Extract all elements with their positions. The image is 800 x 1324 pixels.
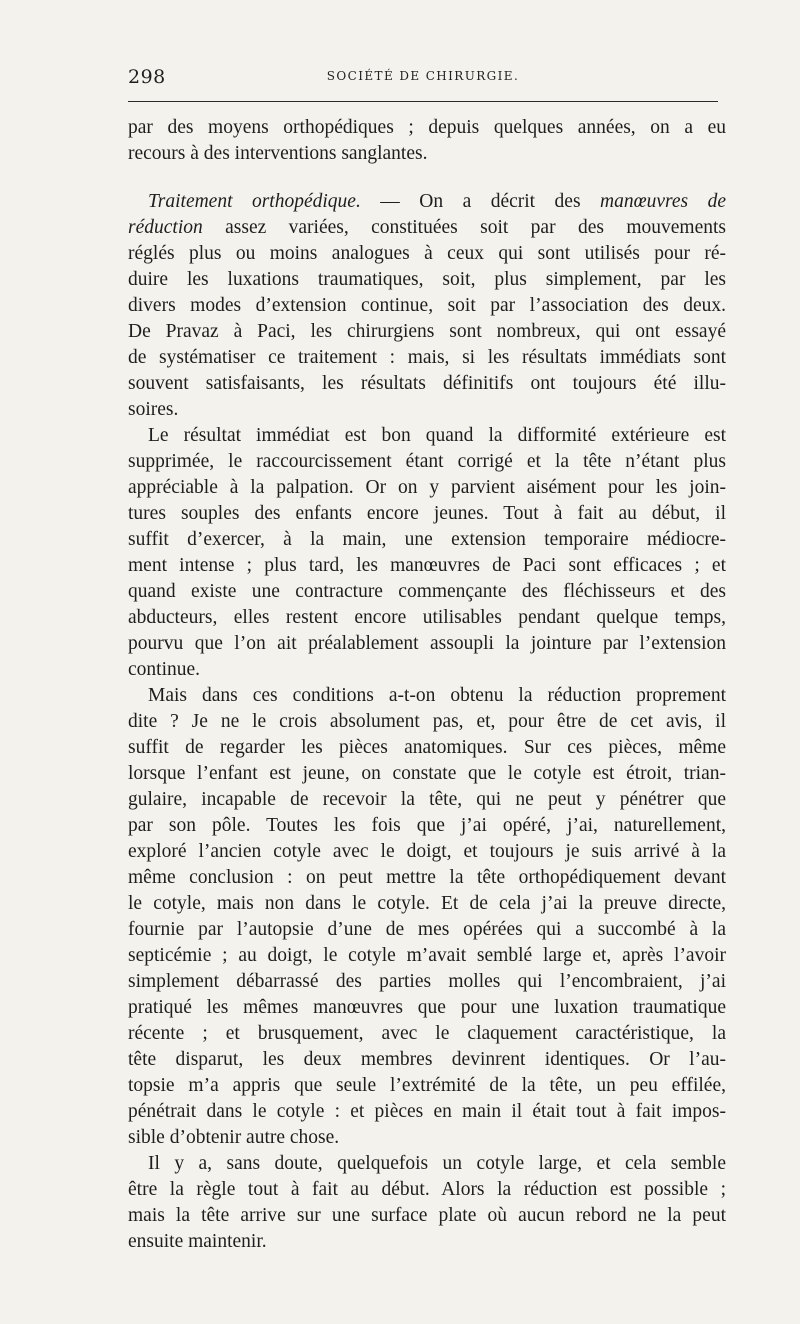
section-heading: Traitement orthopédique. <box>148 191 361 212</box>
text-line: même conclusion : on peut mettre la tête orthopédiquement devant <box>128 867 726 888</box>
text-line: gulaire, incapable de recevoir la tête, qui ne peut y pénétrer que <box>128 789 726 810</box>
text-line: recours à des interventions sanglantes. <box>128 143 428 164</box>
text-line: tures souples des enfants encore jeunes. Tout à fait au début, il <box>128 503 726 524</box>
text-line: appréciable à la palpation. Or on y parvient aisément pour les join- <box>128 477 726 498</box>
text-line: être la règle tout à fait au début. Alors la réduction est possible ; <box>128 1179 726 1200</box>
header-rule <box>128 101 718 102</box>
text-line <box>128 215 726 241</box>
text-line: réglés plus ou moins analogues à ceux qui sont utilisés pour ré- <box>128 243 726 264</box>
text-line: topsie m’a appris que seule l’extrémité de la tête, un peu effilée, <box>128 1075 726 1096</box>
text-line: supprimée, le raccourcissement étant corrigé et la tête n’étant plus <box>128 451 726 472</box>
text-line: abducteurs, elles restent encore utilisables pendant quelque temps, <box>128 607 726 628</box>
text-line: ment intense ; plus tard, les manœuvres de Paci sont efficaces ; et <box>128 555 726 576</box>
text-line: de systématiser ce traitement : mais, si les résultats immédiats sont <box>128 347 726 368</box>
text-line: suffit de regarder les pièces anatomiques. Sur ces pièces, même <box>128 737 726 758</box>
text-line: Il y a, sans doute, quelquefois un cotyle large, et cela semble <box>148 1153 726 1174</box>
text-line: lorsque l’enfant est jeune, on constate que le cotyle est étroit, trian- <box>128 763 726 784</box>
text-line: par des moyens orthopédiques ; depuis quelques années, on a eu <box>128 117 726 138</box>
page-header <box>128 66 718 90</box>
text-line: suffit d’exercer, à la main, une extension temporaire médiocre- <box>128 529 726 550</box>
text-line: quand existe une contracture commençante des fléchisseurs et des <box>128 581 726 602</box>
text-line: dite ? Je ne le crois absolument pas, et, pour être de cet avis, il <box>128 711 726 732</box>
body-text <box>128 115 726 1255</box>
text-line: Le résultat immédiat est bon quand la difformité extérieure est <box>148 425 726 446</box>
text-line: septicémie ; au doigt, le cotyle m’avait semblé large et, après l’avoir <box>128 945 726 966</box>
paragraph-gap <box>128 167 726 189</box>
text-line: De Pravaz à Paci, les chirurgiens sont nombreux, qui ont essayé <box>128 321 726 342</box>
text-line: le cotyle, mais non dans le cotyle. Et de cela j’ai la preuve directe, <box>128 893 726 914</box>
text-line: pourvu que l’on ait préalablement assoupli la jointure par l’extension <box>128 633 726 654</box>
text-line: souvent satisfaisants, les résultats définitifs ont toujours été illu- <box>128 373 726 394</box>
page-number: 298 <box>128 66 166 88</box>
text-line: mais la tête arrive sur une surface plate où aucun rebord ne la peut <box>128 1205 726 1226</box>
text-line: tête disparut, les deux membres devinrent identiques. Or l’au- <box>128 1049 726 1070</box>
text-line: divers modes d’extension continue, soit par l’association des deux. <box>128 295 726 316</box>
heading-dash: — On a décrit des <box>360 191 601 212</box>
text-line: pénétrait dans le cotyle : et pièces en main il était tout à fait impos- <box>128 1101 726 1122</box>
text-line: fournie par l’autopsie d’une de mes opérées qui a succombé à la <box>128 919 726 940</box>
text-line: sible d’obtenir autre chose. <box>128 1127 340 1148</box>
text-line: continue. <box>128 659 201 680</box>
emphasis-text: réduction <box>128 217 203 238</box>
text-line: Mais dans ces conditions a-t-on obtenu la réduction proprement <box>148 685 726 706</box>
text-line: simplement débarrassé des parties molles qui l’encombraient, j’ai <box>128 971 726 992</box>
text-line: récente ; et brusquement, avec le claquement caractéristique, la <box>128 1023 726 1044</box>
text-line: exploré l’ancien cotyle avec le doigt, et toujours je suis arrivé à la <box>128 841 726 862</box>
text-line: pratiqué les mêmes manœuvres que pour une luxation traumatique <box>128 997 726 1018</box>
text-line: duire les luxations traumatiques, soit, plus simplement, par les <box>128 269 726 290</box>
text-line: ensuite maintenir. <box>128 1231 267 1252</box>
text-line-rest: assez variées, constituées soit par des mouvements <box>202 217 726 238</box>
running-title: SOCIÉTÉ DE CHIRURGIE. <box>326 69 520 83</box>
section-heading-line <box>128 189 726 215</box>
emphasis-text: manœuvres de <box>600 191 726 212</box>
text-line: soires. <box>128 399 179 420</box>
text-line: par son pôle. Toutes les fois que j’ai opéré, j’ai, naturellement, <box>128 815 726 836</box>
